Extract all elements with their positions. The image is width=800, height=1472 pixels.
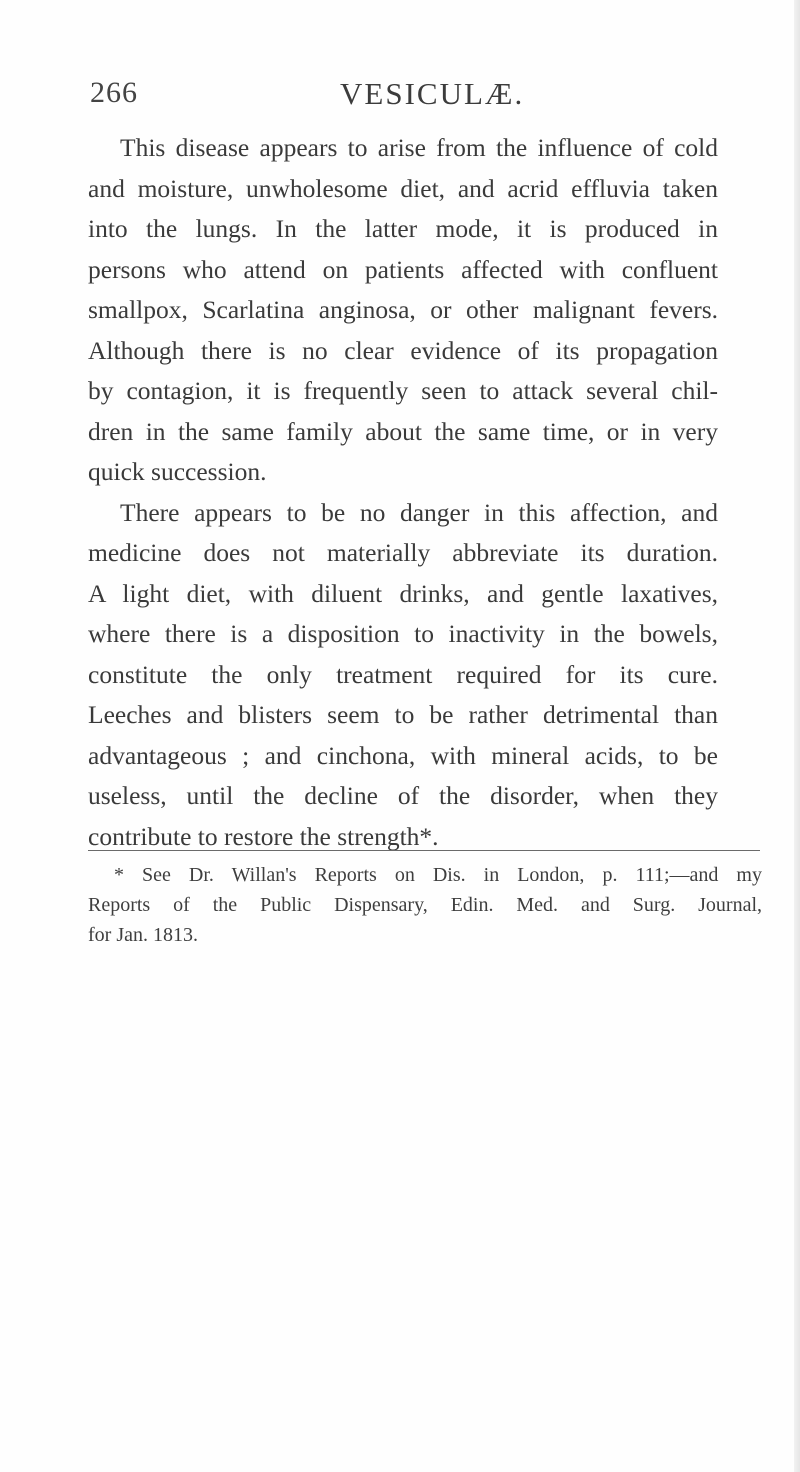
text-line: A light diet, with diluent drinks, and gentle laxatives, (88, 578, 718, 608)
footnote-line: for Jan. 1813. (88, 924, 198, 946)
page-edge-shadow (794, 0, 800, 1472)
running-title: VESICULÆ. (340, 76, 525, 111)
footnote (88, 860, 762, 950)
text-line: quick succession. (88, 457, 267, 486)
text-line: Although there is no clear evidence of its propagation (88, 335, 718, 365)
text-line: where there is a disposition to inactivity in the bowels, (88, 619, 718, 648)
text-line: constitute the only treatment required for its cure. (88, 659, 718, 689)
text-line: There appears to be no danger in this affection, and (120, 497, 718, 527)
text-line: advantageous ; and cinchona, with mineral acids, to be (88, 740, 718, 770)
footnote-line: Reports of the Public Dispensary, Edin. Med. and Surg. Journal, (88, 894, 762, 916)
text-line: This disease appears to arise from the influence of cold (120, 133, 718, 162)
text-line: medicine does not materially abbreviate its duration. (88, 538, 718, 567)
text-line: contribute to restore the strength*. (88, 821, 439, 851)
running-head (90, 76, 710, 120)
text-line: persons who attend on patients affected with confluent (88, 254, 718, 284)
text-line: into the lungs. In the latter mode, it is produced in (88, 214, 718, 243)
text-line: Leeches and blisters seem to be rather detrimental than (88, 700, 718, 729)
text-line: dren in the same family about the same time, or in very (88, 416, 718, 446)
footnote-line: * See Dr. Willan's Reports on Dis. in London, p. 111;—and my (114, 864, 762, 886)
text-line: and moisture, unwholesome diet, and acrid effluvia taken (88, 173, 718, 203)
body-text (88, 128, 718, 857)
text-line: smallpox, Scarlatina anginosa, or other malignant fevers. (88, 295, 718, 324)
text-line: by contagion, it is frequently seen to attack several chil- (88, 376, 718, 405)
text-line: useless, until the decline of the disorder, when they (88, 781, 718, 810)
page-number: 266 (90, 76, 138, 109)
footnote-divider (88, 850, 760, 851)
